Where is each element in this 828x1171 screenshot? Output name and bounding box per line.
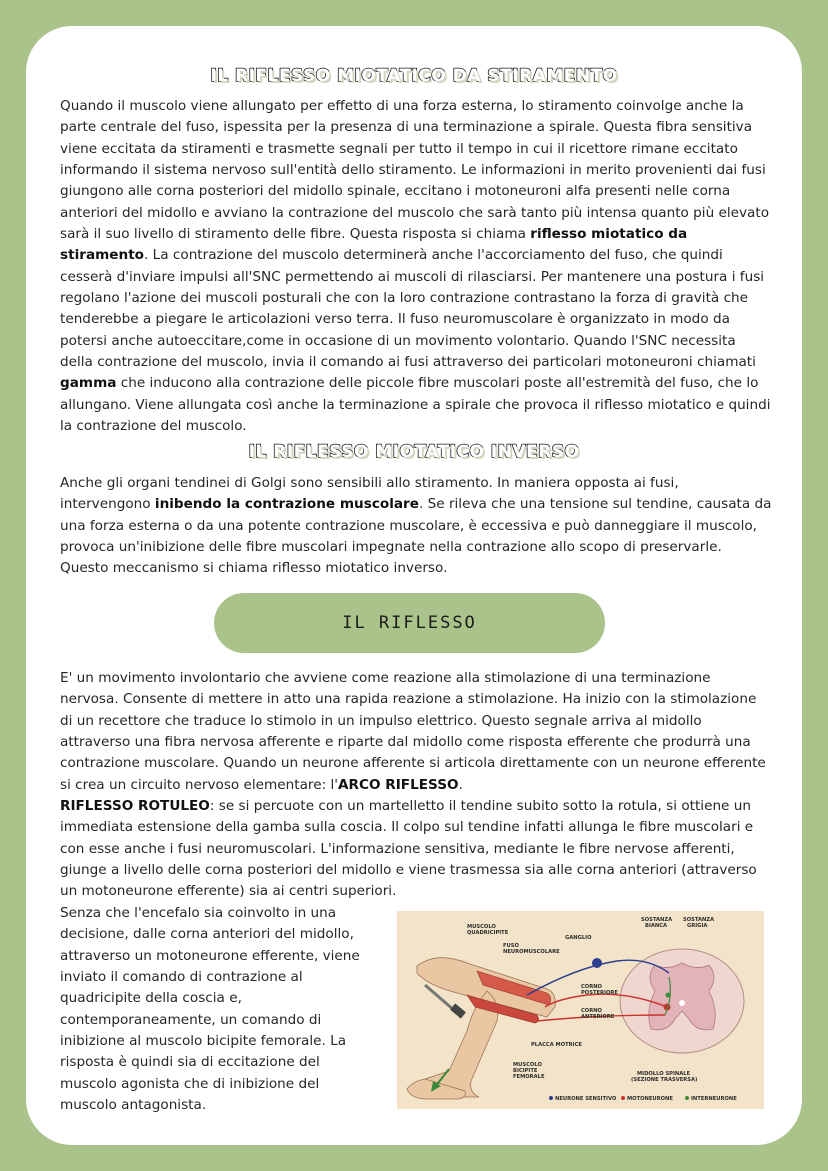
label-sostanza-grigia-2: GRIGIA: [687, 923, 708, 929]
label-bicipite-2: BICIPITE: [513, 1068, 538, 1074]
paragraph-riflesso: [60, 668, 772, 903]
central-canal: [679, 1000, 685, 1006]
bold-term-inibendo: inibendo la contrazione muscolare: [154, 496, 419, 513]
text-run: : se si percuote con un martelletto il tendine subito sotto la rotula, si ottiene un immediata estensione della gamba sulla coscia. Il colpo sul tendine infatti allunga le fibre muscolari e con esse anche i fusi neuromuscolari. L'informazione sensitiva, mediante le fibre nervose afferenti, giunge a livello delle corna posteriori del midollo e viene trasmessa sia alle corna anteriori (attraverso un motoneurone efferente) sia ai centri superiori.: [60, 798, 757, 900]
label-midollo-2: (SEZIONE TRASVERSA): [631, 1077, 698, 1083]
paragraph-stiramento: [60, 96, 772, 438]
legend-dot-sensitivo: [549, 1096, 553, 1100]
legend-label-motoneurone: MOTONEURONE: [627, 1096, 673, 1102]
text-run: Quando il muscolo viene allungato per effetto di una forza esterna, lo stiramento coinvolge anche la parte centrale del fuso, ispessita per la presenza di una terminazione a spirale. Questa fibra sensitiva viene eccitata da stiramenti e trasmette segnali per tutto il tempo in cui il ricettore rimane eccitato informando il sistema nervoso sull'entità dello stiramento. Le informazioni in merito provenienti dai fusi giungono alle corna posteriori del midollo spinale, eccitano i motoneuroni alfa presenti nelle corna anteriori del midollo e avviano la contrazione del muscolo che sarà tanto più intensa quanto più elevato sarà il suo livello di stiramento delle fibre. Questa risposta si chiama: [60, 98, 770, 243]
label-corno-anteriore-1: CORNO: [581, 1008, 602, 1014]
hammer-head: [450, 1003, 466, 1018]
label-quadricipite-2: QUADRICIPITE: [467, 930, 509, 936]
legend-label-interneurone: INTERNEURONE: [691, 1096, 737, 1102]
page-card: [26, 26, 802, 1145]
section-title-inverso: IL RIFLESSO MIOTATICO INVERSO: [248, 442, 580, 462]
pill-title: IL RIFLESSO: [342, 613, 477, 633]
label-ganglio: GANGLIO: [565, 935, 592, 941]
label-corno-posteriore-2: POSTERIORE: [581, 990, 618, 996]
text-run: . Se rileva che una tensione sul tendine, causata da una forza esterna o da una potente contrazione muscolare, è eccessiva e può danneggiare il muscolo, provoca un'inibizione delle fibre muscolari impegnate nella contrazione allo scopo di preservarle. Questo meccanismo si chiama riflesso miotatico inverso.: [60, 496, 772, 577]
section-title-stiramento: IL RIFLESSO MIOTATICO DA STIRAMENTO: [210, 66, 618, 86]
legend-label-sensitivo: NEURONE SENSITIVO: [555, 1096, 617, 1102]
label-fuso-1: FUSO: [503, 943, 519, 949]
paragraph-side: Senza che l'encefalo sia coinvolto in una decisione, dalle corna anteriori del midollo, attraverso un motoneurone efferente, viene inviato il comando di contrazione al quadricipite della coscia e, contemporaneamente, un comando di inibizione al muscolo bicipite femorale. La risposta è quindi sia di eccitazione del muscolo agonista che di inibizione del muscolo antagonista.: [60, 905, 360, 1114]
label-bicipite-1: MUSCOLO: [513, 1062, 542, 1068]
label-corno-anteriore-2: ANTERIORE: [581, 1014, 615, 1020]
interneuron-cell: [666, 993, 671, 998]
label-sostanza-grigia-1: SOSTANZA: [683, 917, 715, 923]
reflex-arc-svg: [397, 911, 764, 1109]
label-sostanza-bianca-1: SOSTANZA: [641, 917, 673, 923]
bold-term-riflesso-rotuleo: RIFLESSO ROTULEO: [60, 798, 210, 815]
text-run: che inducono alla contrazione delle piccole fibre muscolari poste all'estremità del fuso, che lo allungano. Viene allungata così anche la terminazione a spirale che provoca il riflesso miotatico e quindi la contrazione del muscolo.: [60, 375, 771, 435]
label-sostanza-bianca-2: BIANCA: [645, 923, 668, 929]
label-corno-posteriore-1: CORNO: [581, 984, 602, 990]
text-run: Anche gli organi tendinei di Golgi sono sensibili allo stiramento. In maniera opposta ai fusi, intervengono: [60, 475, 679, 513]
text-run: . La contrazione del muscolo determinerà anche l'accorciamento del fuso, che quindi cesserà d'inviare impulsi all'SNC permettendo ai muscoli di rilasciarsi. Per mantenere una postura i fusi regolano l'azione dei muscoli posturali che con la loro contrazione contrastano la forza di gravità che tenderebbe a piegare le articolazioni verso terra. Il fuso neuromuscolare è organizzato in modo da potersi anche autoeccitare,come in occasione di un movimento volontario. Quando l'SNC necessita della contrazione del muscolo, invia il comando ai fusi attraverso dei particolari motoneuroni chiamati: [60, 247, 765, 371]
legend-dot-motoneurone: [621, 1096, 625, 1100]
bold-term-riflesso-stiramento: riflesso miotatico da stiramento: [60, 226, 688, 264]
label-quadricipite-1: MUSCOLO: [467, 924, 496, 930]
section-pill-riflesso: [214, 593, 605, 653]
legend-dot-interneurone: [685, 1096, 689, 1100]
paragraph-inverso: [60, 473, 772, 580]
bold-term-gamma: gamma: [60, 375, 117, 392]
bold-term-arco-riflesso: ARCO RIFLESSO: [338, 776, 459, 793]
reflex-arc-illustration: [397, 911, 764, 1109]
ganglion-cell: [592, 958, 602, 968]
text-run: E' un movimento involontario che avviene come reazione alla stimolazione di una terminazione nervosa. Consente di mettere in atto una rapida reazione a stimolazione. Ha inizio con la stimolazione di un recettore che traduce lo stimolo in un impulso elettrico. Questo segnale arriva al midollo attraverso una fibra nervosa afferente e riparte dal midollo come risposta efferente che produrrà una contrazione muscolare. Quando un neurone afferente si articola direttamente con un neurone efferente si crea un circuito nervoso elementare: l': [60, 670, 766, 793]
label-midollo-1: MIDOLLO SPINALE: [637, 1071, 691, 1077]
label-bicipite-3: FEMORALE: [513, 1074, 545, 1080]
label-placca-motrice: PLACCA MOTRICE: [531, 1042, 582, 1048]
label-fuso-2: NEUROMUSCOLARE: [503, 949, 560, 955]
text-run: .: [458, 776, 463, 793]
